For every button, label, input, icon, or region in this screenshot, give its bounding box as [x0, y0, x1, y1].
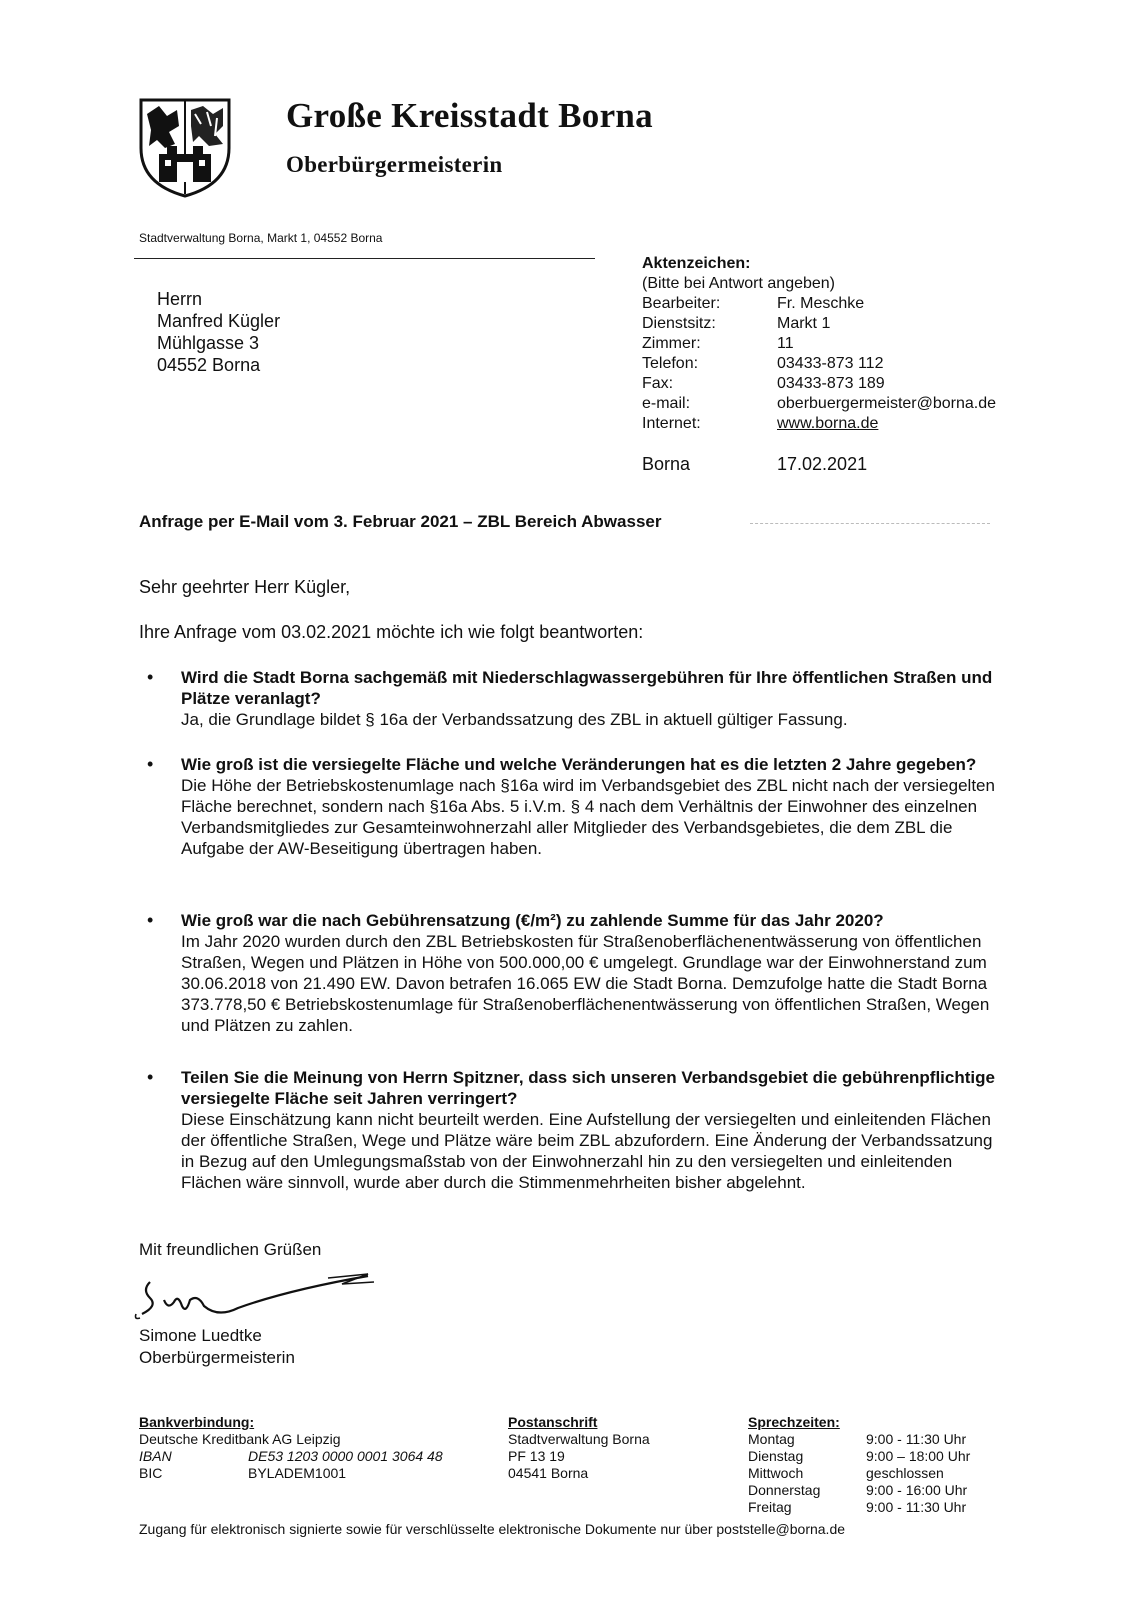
hours-day: Dienstag	[748, 1448, 804, 1464]
info-value: Fr. Meschke	[777, 295, 865, 312]
place: Borna	[642, 454, 691, 474]
hours-time: 9:00 - 11:30 Uhr	[866, 1431, 967, 1447]
info-label: Zimmer:	[642, 335, 701, 352]
bank-name: Deutsche Kreditbank AG Leipzig	[139, 1431, 341, 1447]
bullet: •	[147, 667, 154, 687]
bic-value: BYLADEM1001	[248, 1465, 347, 1481]
iban-row	[139, 1448, 479, 1465]
recipient-line: Manfred Kügler	[157, 311, 281, 331]
coat-of-arms-icon	[137, 96, 233, 200]
org-title: Große Kreisstadt Borna	[286, 96, 653, 135]
answer: Diese Einschätzung kann nicht beurteilt werden. Eine Aufstellung der versiegelten und einleitenden Flächen der öffentliche Straßen, Wege und Plätze wäre beim ZBL abzufordern. Eine Änderung der Verbandssatzung in Bezug auf den Umlegungsmaßstab von der Einwohnerzahl hin zu den versiegelten und einleitenden Flächen wäre sinnvoll, wurde aber durch die Stimmenmehrheiten bisher abgelehnt.	[181, 1110, 993, 1192]
hours-heading: Sprechzeiten:	[748, 1414, 840, 1430]
hours-day: Mittwoch	[748, 1465, 804, 1481]
answer: Die Höhe der Betriebskostenumlage nach §16a wird im Verbandsgebiet des ZBL nicht nach der versiegelten Fläche berechnet, sondern nach §16a Abs. 5 i.V.m. § 4 nach dem Verhältnis der Einwohner des einzelnen Verbandsmitgliedes zur Gesamteinwohnerzahl aller Mitglieder des Verbandsgebietes, die dem ZBL die Aufgabe der AW-Beseitigung übertragen haben.	[181, 776, 995, 858]
recipient-line: Mühlgasse 3	[157, 333, 260, 353]
hours-time: 9:00 - 11:30 Uhr	[866, 1499, 967, 1515]
answer: Ja, die Grundlage bildet § 16a der Verbandssatzung des ZBL in aktuell gültiger Fassung.	[181, 710, 848, 729]
qa-item	[181, 754, 1001, 859]
info-label: e-mail:	[642, 395, 691, 412]
hours-time: geschlossen	[866, 1465, 944, 1481]
hours-row	[748, 1431, 1008, 1448]
footer-bank	[139, 1414, 479, 1482]
hours-row	[748, 1499, 1008, 1516]
qa-item	[181, 910, 1001, 1036]
recipient-line: 04552 Borna	[157, 355, 261, 375]
letter-subject: Anfrage per E-Mail vom 3. Februar 2021 – ZBL Bereich Abwasser	[139, 512, 662, 531]
answer: Im Jahr 2020 wurden durch den ZBL Betriebskosten für Straßenoberflächenentwässerung von öffentlichen Straßen, Wegen und Plätzen in Höhe von 500.000,00 € umgelegt. Grundlage war der Einwohnerstand zum 30.06.2018 von 21.490 EW. Davon betrafen 16.065 EW die Stadt Borna. Demzufolge hatte die Stadt Borna 373.778,50 € Betriebskostenumlage für Straßenoberflächenentwässerung von öffentlichen Straßen, Wegen und Plätzen zu zahlen.	[181, 932, 990, 1035]
bullet: •	[147, 910, 154, 930]
hours-day: Montag	[748, 1431, 795, 1447]
reference-info	[642, 253, 997, 434]
info-row-clerk	[642, 294, 865, 314]
info-row-fax	[642, 374, 885, 394]
hours-time: 9:00 – 18:00 Uhr	[866, 1448, 971, 1464]
qa-item	[181, 1067, 1001, 1193]
iban-label: IBAN	[139, 1448, 172, 1464]
question: Wie groß war die nach Gebührensatzung (€/m²) zu zahlende Summe für das Jahr 2020?	[181, 911, 884, 930]
question: Wie groß ist die versiegelte Fläche und welche Veränderungen hat es die letzten 2 Jahre gegeben?	[181, 755, 977, 774]
bic-row	[139, 1465, 479, 1482]
intro-text: Ihre Anfrage vom 03.02.2021 möchte ich wie folgt beantworten:	[139, 622, 644, 642]
electronic-access-note: Zugang für elektronisch signierte sowie für verschlüsselte elektronische Dokumente nur über poststelle@borna.de	[139, 1521, 846, 1537]
address-divider	[134, 258, 595, 259]
hours-day: Freitag	[748, 1499, 792, 1515]
hours-row	[748, 1465, 1008, 1482]
reference-title: Aktenzeichen:	[642, 255, 751, 272]
postal-line: Stadtverwaltung Borna	[508, 1431, 650, 1447]
reference-note: (Bitte bei Antwort angeben)	[642, 275, 836, 292]
iban-value: DE53 1203 0000 0001 3064 48	[248, 1448, 443, 1464]
place-date	[642, 454, 942, 476]
bank-heading: Bankverbindung:	[139, 1414, 255, 1430]
org-subtitle: Oberbürgermeisterin	[286, 152, 503, 177]
info-value: Markt 1	[777, 315, 831, 332]
postal-heading: Postanschrift	[508, 1414, 598, 1430]
info-label: Fax:	[642, 375, 674, 392]
signer-name: Simone Luedtke	[139, 1326, 262, 1345]
email-link[interactable]: oberbuergermeister@borna.de	[777, 395, 997, 412]
letter-date: 17.02.2021	[777, 454, 868, 474]
info-row-email	[642, 394, 997, 414]
recipient-address	[157, 288, 280, 376]
subject-rule	[750, 523, 990, 524]
return-address: Stadtverwaltung Borna, Markt 1, 04552 Borna	[139, 231, 383, 245]
signer-role: Oberbürgermeisterin	[139, 1348, 295, 1367]
info-label: Internet:	[642, 415, 701, 432]
hours-time: 9:00 - 16:00 Uhr	[866, 1482, 968, 1498]
closing: Mit freundlichen Grüßen	[139, 1240, 322, 1259]
question: Teilen Sie die Meinung von Herrn Spitzner, dass sich unseren Verbandsgebiet die gebührenpflichtige versiegelte Fläche seit Jahren verringert?	[181, 1068, 995, 1108]
recipient-line: Herrn	[157, 289, 203, 309]
website-link[interactable]: www.borna.de	[777, 415, 879, 432]
info-label: Dienstsitz:	[642, 315, 716, 332]
info-row-internet	[642, 414, 879, 434]
info-label: Telefon:	[642, 355, 699, 372]
footer-postal	[508, 1414, 708, 1482]
postal-line: 04541 Borna	[508, 1465, 589, 1481]
salutation: Sehr geehrter Herr Kügler,	[139, 577, 351, 597]
hours-row	[748, 1448, 1008, 1465]
info-label: Bearbeiter:	[642, 295, 721, 312]
info-value: 03433-873 112	[777, 355, 884, 372]
qa-item	[181, 667, 1001, 730]
info-value: 11	[777, 335, 794, 352]
hours-day: Donnerstag	[748, 1482, 821, 1498]
bic-label: BIC	[139, 1465, 163, 1481]
bullet: •	[147, 1067, 154, 1087]
hours-row	[748, 1482, 1008, 1499]
postal-line: PF 13 19	[508, 1448, 565, 1464]
bullet: •	[147, 754, 154, 774]
question: Wird die Stadt Borna sachgemäß mit Niederschlagwassergebühren für Ihre öffentlichen Straßen und Plätze veranlagt?	[181, 668, 993, 708]
info-row-room	[642, 334, 835, 354]
footer-office-hours	[748, 1414, 1008, 1516]
info-value: 03433-873 189	[777, 375, 885, 392]
info-row-office	[642, 314, 835, 334]
info-row-phone	[642, 354, 884, 374]
